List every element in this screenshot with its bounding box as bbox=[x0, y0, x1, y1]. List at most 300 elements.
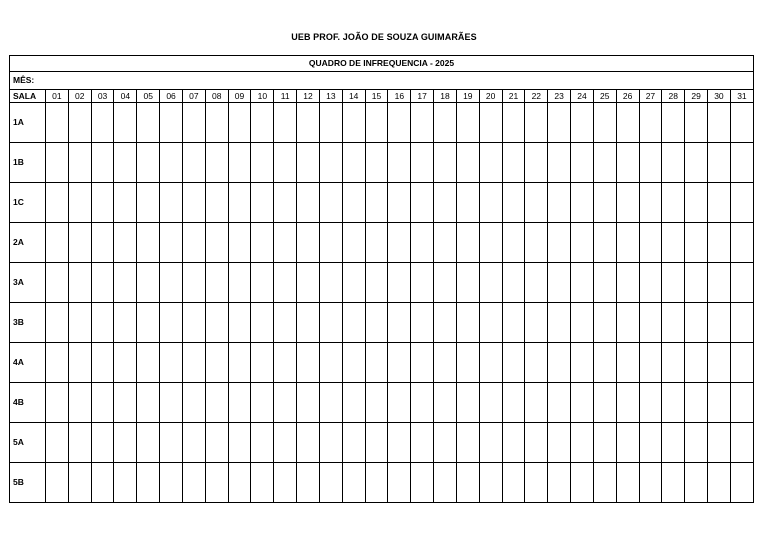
attendance-cell[interactable] bbox=[114, 383, 137, 423]
attendance-cell[interactable] bbox=[639, 263, 662, 303]
attendance-cell[interactable] bbox=[182, 143, 205, 183]
attendance-cell[interactable] bbox=[708, 223, 731, 263]
attendance-cell[interactable] bbox=[274, 423, 297, 463]
attendance-cell[interactable] bbox=[228, 303, 251, 343]
attendance-cell[interactable] bbox=[593, 303, 616, 343]
attendance-cell[interactable] bbox=[205, 343, 228, 383]
attendance-cell[interactable] bbox=[46, 223, 69, 263]
attendance-cell[interactable] bbox=[274, 463, 297, 503]
attendance-cell[interactable] bbox=[68, 423, 91, 463]
attendance-cell[interactable] bbox=[205, 263, 228, 303]
attendance-cell[interactable] bbox=[46, 143, 69, 183]
attendance-cell[interactable] bbox=[548, 383, 571, 423]
attendance-cell[interactable] bbox=[274, 103, 297, 143]
attendance-cell[interactable] bbox=[639, 303, 662, 343]
attendance-cell[interactable] bbox=[160, 143, 183, 183]
attendance-cell[interactable] bbox=[639, 423, 662, 463]
attendance-cell[interactable] bbox=[228, 343, 251, 383]
attendance-cell[interactable] bbox=[571, 383, 594, 423]
attendance-cell[interactable] bbox=[182, 343, 205, 383]
attendance-cell[interactable] bbox=[593, 383, 616, 423]
attendance-cell[interactable] bbox=[525, 303, 548, 343]
attendance-cell[interactable] bbox=[616, 463, 639, 503]
attendance-cell[interactable] bbox=[662, 223, 685, 263]
attendance-cell[interactable] bbox=[319, 223, 342, 263]
attendance-cell[interactable] bbox=[571, 423, 594, 463]
attendance-cell[interactable] bbox=[319, 423, 342, 463]
attendance-cell[interactable] bbox=[708, 143, 731, 183]
attendance-cell[interactable] bbox=[502, 143, 525, 183]
attendance-cell[interactable] bbox=[182, 423, 205, 463]
attendance-cell[interactable] bbox=[685, 303, 708, 343]
attendance-cell[interactable] bbox=[365, 263, 388, 303]
attendance-cell[interactable] bbox=[182, 303, 205, 343]
attendance-cell[interactable] bbox=[251, 143, 274, 183]
attendance-cell[interactable] bbox=[160, 263, 183, 303]
attendance-cell[interactable] bbox=[708, 343, 731, 383]
attendance-cell[interactable] bbox=[342, 343, 365, 383]
attendance-cell[interactable] bbox=[297, 263, 320, 303]
attendance-cell[interactable] bbox=[730, 143, 753, 183]
attendance-cell[interactable] bbox=[297, 303, 320, 343]
attendance-cell[interactable] bbox=[593, 183, 616, 223]
attendance-cell[interactable] bbox=[228, 103, 251, 143]
attendance-cell[interactable] bbox=[228, 223, 251, 263]
attendance-cell[interactable] bbox=[274, 343, 297, 383]
attendance-cell[interactable] bbox=[479, 303, 502, 343]
attendance-cell[interactable] bbox=[502, 303, 525, 343]
attendance-cell[interactable] bbox=[571, 143, 594, 183]
attendance-cell[interactable] bbox=[297, 383, 320, 423]
attendance-cell[interactable] bbox=[319, 183, 342, 223]
attendance-cell[interactable] bbox=[160, 183, 183, 223]
attendance-cell[interactable] bbox=[502, 263, 525, 303]
attendance-cell[interactable] bbox=[456, 303, 479, 343]
attendance-cell[interactable] bbox=[616, 223, 639, 263]
attendance-cell[interactable] bbox=[114, 423, 137, 463]
attendance-cell[interactable] bbox=[46, 383, 69, 423]
attendance-cell[interactable] bbox=[388, 423, 411, 463]
attendance-cell[interactable] bbox=[708, 263, 731, 303]
attendance-cell[interactable] bbox=[502, 463, 525, 503]
attendance-cell[interactable] bbox=[91, 343, 114, 383]
attendance-cell[interactable] bbox=[160, 303, 183, 343]
attendance-cell[interactable] bbox=[297, 103, 320, 143]
attendance-cell[interactable] bbox=[730, 303, 753, 343]
attendance-cell[interactable] bbox=[662, 383, 685, 423]
attendance-cell[interactable] bbox=[137, 463, 160, 503]
attendance-cell[interactable] bbox=[297, 183, 320, 223]
attendance-cell[interactable] bbox=[228, 423, 251, 463]
attendance-cell[interactable] bbox=[274, 383, 297, 423]
attendance-cell[interactable] bbox=[411, 223, 434, 263]
attendance-cell[interactable] bbox=[593, 343, 616, 383]
attendance-cell[interactable] bbox=[685, 103, 708, 143]
attendance-cell[interactable] bbox=[182, 383, 205, 423]
attendance-cell[interactable] bbox=[548, 183, 571, 223]
attendance-cell[interactable] bbox=[411, 303, 434, 343]
attendance-cell[interactable] bbox=[114, 143, 137, 183]
attendance-cell[interactable] bbox=[114, 183, 137, 223]
attendance-cell[interactable] bbox=[137, 183, 160, 223]
attendance-cell[interactable] bbox=[548, 303, 571, 343]
attendance-cell[interactable] bbox=[91, 103, 114, 143]
attendance-cell[interactable] bbox=[365, 303, 388, 343]
attendance-cell[interactable] bbox=[434, 183, 457, 223]
attendance-cell[interactable] bbox=[388, 343, 411, 383]
attendance-cell[interactable] bbox=[228, 383, 251, 423]
attendance-cell[interactable] bbox=[548, 103, 571, 143]
attendance-cell[interactable] bbox=[662, 263, 685, 303]
attendance-cell[interactable] bbox=[68, 223, 91, 263]
attendance-cell[interactable] bbox=[730, 383, 753, 423]
attendance-cell[interactable] bbox=[434, 223, 457, 263]
attendance-cell[interactable] bbox=[502, 223, 525, 263]
attendance-cell[interactable] bbox=[251, 103, 274, 143]
attendance-cell[interactable] bbox=[434, 303, 457, 343]
attendance-cell[interactable] bbox=[182, 463, 205, 503]
attendance-cell[interactable] bbox=[685, 263, 708, 303]
attendance-cell[interactable] bbox=[251, 223, 274, 263]
attendance-cell[interactable] bbox=[571, 183, 594, 223]
attendance-cell[interactable] bbox=[91, 423, 114, 463]
attendance-cell[interactable] bbox=[297, 423, 320, 463]
attendance-cell[interactable] bbox=[456, 383, 479, 423]
attendance-cell[interactable] bbox=[616, 423, 639, 463]
attendance-cell[interactable] bbox=[114, 343, 137, 383]
attendance-cell[interactable] bbox=[548, 143, 571, 183]
attendance-cell[interactable] bbox=[342, 383, 365, 423]
attendance-cell[interactable] bbox=[434, 103, 457, 143]
attendance-cell[interactable] bbox=[456, 423, 479, 463]
attendance-cell[interactable] bbox=[388, 143, 411, 183]
attendance-cell[interactable] bbox=[502, 423, 525, 463]
attendance-cell[interactable] bbox=[571, 263, 594, 303]
attendance-cell[interactable] bbox=[342, 183, 365, 223]
attendance-cell[interactable] bbox=[593, 143, 616, 183]
attendance-cell[interactable] bbox=[68, 463, 91, 503]
attendance-cell[interactable] bbox=[388, 183, 411, 223]
attendance-cell[interactable] bbox=[205, 383, 228, 423]
attendance-cell[interactable] bbox=[160, 383, 183, 423]
attendance-cell[interactable] bbox=[708, 383, 731, 423]
attendance-cell[interactable] bbox=[571, 223, 594, 263]
attendance-cell[interactable] bbox=[46, 423, 69, 463]
attendance-cell[interactable] bbox=[46, 303, 69, 343]
attendance-cell[interactable] bbox=[251, 423, 274, 463]
attendance-cell[interactable] bbox=[616, 383, 639, 423]
attendance-cell[interactable] bbox=[228, 183, 251, 223]
attendance-cell[interactable] bbox=[685, 383, 708, 423]
attendance-cell[interactable] bbox=[479, 103, 502, 143]
attendance-cell[interactable] bbox=[548, 223, 571, 263]
attendance-cell[interactable] bbox=[91, 143, 114, 183]
attendance-cell[interactable] bbox=[91, 263, 114, 303]
attendance-cell[interactable] bbox=[365, 463, 388, 503]
attendance-cell[interactable] bbox=[251, 303, 274, 343]
attendance-cell[interactable] bbox=[297, 343, 320, 383]
attendance-cell[interactable] bbox=[274, 143, 297, 183]
attendance-cell[interactable] bbox=[434, 423, 457, 463]
attendance-cell[interactable] bbox=[571, 463, 594, 503]
attendance-cell[interactable] bbox=[137, 103, 160, 143]
attendance-cell[interactable] bbox=[205, 143, 228, 183]
attendance-cell[interactable] bbox=[91, 463, 114, 503]
attendance-cell[interactable] bbox=[479, 183, 502, 223]
attendance-cell[interactable] bbox=[662, 423, 685, 463]
attendance-cell[interactable] bbox=[616, 263, 639, 303]
attendance-cell[interactable] bbox=[479, 343, 502, 383]
attendance-cell[interactable] bbox=[365, 103, 388, 143]
attendance-cell[interactable] bbox=[548, 463, 571, 503]
attendance-cell[interactable] bbox=[160, 103, 183, 143]
attendance-cell[interactable] bbox=[251, 383, 274, 423]
attendance-cell[interactable] bbox=[730, 263, 753, 303]
attendance-cell[interactable] bbox=[205, 183, 228, 223]
attendance-cell[interactable] bbox=[456, 183, 479, 223]
attendance-cell[interactable] bbox=[365, 423, 388, 463]
attendance-cell[interactable] bbox=[46, 343, 69, 383]
attendance-cell[interactable] bbox=[68, 143, 91, 183]
attendance-cell[interactable] bbox=[388, 383, 411, 423]
attendance-cell[interactable] bbox=[456, 463, 479, 503]
attendance-cell[interactable] bbox=[228, 143, 251, 183]
attendance-cell[interactable] bbox=[365, 143, 388, 183]
attendance-cell[interactable] bbox=[571, 343, 594, 383]
attendance-cell[interactable] bbox=[525, 343, 548, 383]
attendance-cell[interactable] bbox=[137, 343, 160, 383]
attendance-cell[interactable] bbox=[662, 183, 685, 223]
attendance-cell[interactable] bbox=[297, 143, 320, 183]
attendance-cell[interactable] bbox=[46, 103, 69, 143]
attendance-cell[interactable] bbox=[365, 383, 388, 423]
attendance-cell[interactable] bbox=[342, 303, 365, 343]
attendance-cell[interactable] bbox=[593, 103, 616, 143]
attendance-cell[interactable] bbox=[46, 263, 69, 303]
attendance-cell[interactable] bbox=[297, 463, 320, 503]
attendance-cell[interactable] bbox=[639, 223, 662, 263]
attendance-cell[interactable] bbox=[730, 103, 753, 143]
attendance-cell[interactable] bbox=[319, 463, 342, 503]
attendance-cell[interactable] bbox=[525, 463, 548, 503]
attendance-cell[interactable] bbox=[456, 143, 479, 183]
attendance-cell[interactable] bbox=[662, 463, 685, 503]
attendance-cell[interactable] bbox=[502, 183, 525, 223]
attendance-cell[interactable] bbox=[411, 423, 434, 463]
attendance-cell[interactable] bbox=[182, 223, 205, 263]
attendance-cell[interactable] bbox=[68, 343, 91, 383]
attendance-cell[interactable] bbox=[616, 183, 639, 223]
attendance-cell[interactable] bbox=[616, 103, 639, 143]
attendance-cell[interactable] bbox=[365, 223, 388, 263]
attendance-cell[interactable] bbox=[708, 423, 731, 463]
attendance-cell[interactable] bbox=[593, 463, 616, 503]
attendance-cell[interactable] bbox=[525, 143, 548, 183]
attendance-cell[interactable] bbox=[342, 263, 365, 303]
attendance-cell[interactable] bbox=[137, 223, 160, 263]
attendance-cell[interactable] bbox=[639, 183, 662, 223]
attendance-cell[interactable] bbox=[114, 303, 137, 343]
attendance-cell[interactable] bbox=[730, 343, 753, 383]
attendance-cell[interactable] bbox=[434, 383, 457, 423]
attendance-cell[interactable] bbox=[411, 183, 434, 223]
attendance-cell[interactable] bbox=[548, 263, 571, 303]
attendance-cell[interactable] bbox=[205, 423, 228, 463]
attendance-cell[interactable] bbox=[160, 343, 183, 383]
attendance-cell[interactable] bbox=[46, 183, 69, 223]
attendance-cell[interactable] bbox=[411, 463, 434, 503]
attendance-cell[interactable] bbox=[571, 303, 594, 343]
attendance-cell[interactable] bbox=[685, 343, 708, 383]
attendance-cell[interactable] bbox=[662, 303, 685, 343]
attendance-cell[interactable] bbox=[662, 343, 685, 383]
attendance-cell[interactable] bbox=[297, 223, 320, 263]
attendance-cell[interactable] bbox=[479, 143, 502, 183]
attendance-cell[interactable] bbox=[114, 103, 137, 143]
attendance-cell[interactable] bbox=[228, 263, 251, 303]
attendance-cell[interactable] bbox=[274, 263, 297, 303]
attendance-cell[interactable] bbox=[205, 463, 228, 503]
attendance-cell[interactable] bbox=[411, 383, 434, 423]
attendance-cell[interactable] bbox=[571, 103, 594, 143]
attendance-cell[interactable] bbox=[68, 303, 91, 343]
attendance-cell[interactable] bbox=[525, 423, 548, 463]
attendance-cell[interactable] bbox=[388, 263, 411, 303]
attendance-cell[interactable] bbox=[730, 423, 753, 463]
attendance-cell[interactable] bbox=[708, 103, 731, 143]
attendance-cell[interactable] bbox=[388, 223, 411, 263]
attendance-cell[interactable] bbox=[456, 343, 479, 383]
attendance-cell[interactable] bbox=[319, 103, 342, 143]
attendance-cell[interactable] bbox=[502, 343, 525, 383]
attendance-cell[interactable] bbox=[525, 383, 548, 423]
attendance-cell[interactable] bbox=[388, 463, 411, 503]
attendance-cell[interactable] bbox=[662, 143, 685, 183]
attendance-cell[interactable] bbox=[502, 383, 525, 423]
attendance-cell[interactable] bbox=[639, 343, 662, 383]
attendance-cell[interactable] bbox=[182, 183, 205, 223]
attendance-cell[interactable] bbox=[593, 223, 616, 263]
attendance-cell[interactable] bbox=[274, 303, 297, 343]
attendance-cell[interactable] bbox=[342, 423, 365, 463]
attendance-cell[interactable] bbox=[388, 103, 411, 143]
attendance-cell[interactable] bbox=[365, 183, 388, 223]
attendance-cell[interactable] bbox=[685, 143, 708, 183]
attendance-cell[interactable] bbox=[685, 423, 708, 463]
attendance-cell[interactable] bbox=[319, 383, 342, 423]
attendance-cell[interactable] bbox=[411, 263, 434, 303]
attendance-cell[interactable] bbox=[114, 463, 137, 503]
attendance-cell[interactable] bbox=[342, 143, 365, 183]
attendance-cell[interactable] bbox=[251, 183, 274, 223]
attendance-cell[interactable] bbox=[274, 183, 297, 223]
attendance-cell[interactable] bbox=[434, 463, 457, 503]
attendance-cell[interactable] bbox=[388, 303, 411, 343]
attendance-cell[interactable] bbox=[342, 103, 365, 143]
attendance-cell[interactable] bbox=[160, 423, 183, 463]
attendance-cell[interactable] bbox=[616, 143, 639, 183]
attendance-cell[interactable] bbox=[182, 263, 205, 303]
attendance-cell[interactable] bbox=[730, 183, 753, 223]
attendance-cell[interactable] bbox=[593, 423, 616, 463]
attendance-cell[interactable] bbox=[182, 103, 205, 143]
attendance-cell[interactable] bbox=[639, 143, 662, 183]
attendance-cell[interactable] bbox=[205, 223, 228, 263]
attendance-cell[interactable] bbox=[251, 463, 274, 503]
attendance-cell[interactable] bbox=[616, 343, 639, 383]
attendance-cell[interactable] bbox=[365, 343, 388, 383]
attendance-cell[interactable] bbox=[114, 263, 137, 303]
attendance-cell[interactable] bbox=[502, 103, 525, 143]
attendance-cell[interactable] bbox=[274, 223, 297, 263]
attendance-cell[interactable] bbox=[548, 343, 571, 383]
attendance-cell[interactable] bbox=[251, 263, 274, 303]
attendance-cell[interactable] bbox=[319, 143, 342, 183]
attendance-cell[interactable] bbox=[411, 343, 434, 383]
attendance-cell[interactable] bbox=[639, 463, 662, 503]
attendance-cell[interactable] bbox=[411, 143, 434, 183]
attendance-cell[interactable] bbox=[205, 103, 228, 143]
attendance-cell[interactable] bbox=[639, 383, 662, 423]
attendance-cell[interactable] bbox=[205, 303, 228, 343]
attendance-cell[interactable] bbox=[708, 303, 731, 343]
attendance-cell[interactable] bbox=[68, 183, 91, 223]
attendance-cell[interactable] bbox=[662, 103, 685, 143]
attendance-cell[interactable] bbox=[479, 383, 502, 423]
attendance-cell[interactable] bbox=[114, 223, 137, 263]
attendance-cell[interactable] bbox=[479, 423, 502, 463]
attendance-cell[interactable] bbox=[685, 223, 708, 263]
attendance-cell[interactable] bbox=[456, 263, 479, 303]
attendance-cell[interactable] bbox=[228, 463, 251, 503]
attendance-cell[interactable] bbox=[708, 183, 731, 223]
attendance-cell[interactable] bbox=[548, 423, 571, 463]
attendance-cell[interactable] bbox=[137, 263, 160, 303]
attendance-cell[interactable] bbox=[525, 223, 548, 263]
attendance-cell[interactable] bbox=[434, 143, 457, 183]
attendance-cell[interactable] bbox=[137, 143, 160, 183]
attendance-cell[interactable] bbox=[685, 463, 708, 503]
attendance-cell[interactable] bbox=[160, 223, 183, 263]
attendance-cell[interactable] bbox=[616, 303, 639, 343]
attendance-cell[interactable] bbox=[479, 223, 502, 263]
attendance-cell[interactable] bbox=[479, 463, 502, 503]
attendance-cell[interactable] bbox=[91, 303, 114, 343]
attendance-cell[interactable] bbox=[137, 383, 160, 423]
attendance-cell[interactable] bbox=[137, 423, 160, 463]
attendance-cell[interactable] bbox=[525, 263, 548, 303]
attendance-cell[interactable] bbox=[456, 223, 479, 263]
attendance-cell[interactable] bbox=[434, 263, 457, 303]
attendance-cell[interactable] bbox=[525, 183, 548, 223]
attendance-cell[interactable] bbox=[708, 463, 731, 503]
attendance-cell[interactable] bbox=[137, 303, 160, 343]
attendance-cell[interactable] bbox=[730, 223, 753, 263]
attendance-cell[interactable] bbox=[68, 263, 91, 303]
attendance-cell[interactable] bbox=[411, 103, 434, 143]
attendance-cell[interactable] bbox=[91, 383, 114, 423]
attendance-cell[interactable] bbox=[342, 463, 365, 503]
attendance-cell[interactable] bbox=[251, 343, 274, 383]
attendance-cell[interactable] bbox=[342, 223, 365, 263]
attendance-cell[interactable] bbox=[68, 383, 91, 423]
attendance-cell[interactable] bbox=[730, 463, 753, 503]
attendance-cell[interactable] bbox=[319, 343, 342, 383]
attendance-cell[interactable] bbox=[456, 103, 479, 143]
attendance-cell[interactable] bbox=[685, 183, 708, 223]
attendance-cell[interactable] bbox=[593, 263, 616, 303]
attendance-cell[interactable] bbox=[160, 463, 183, 503]
